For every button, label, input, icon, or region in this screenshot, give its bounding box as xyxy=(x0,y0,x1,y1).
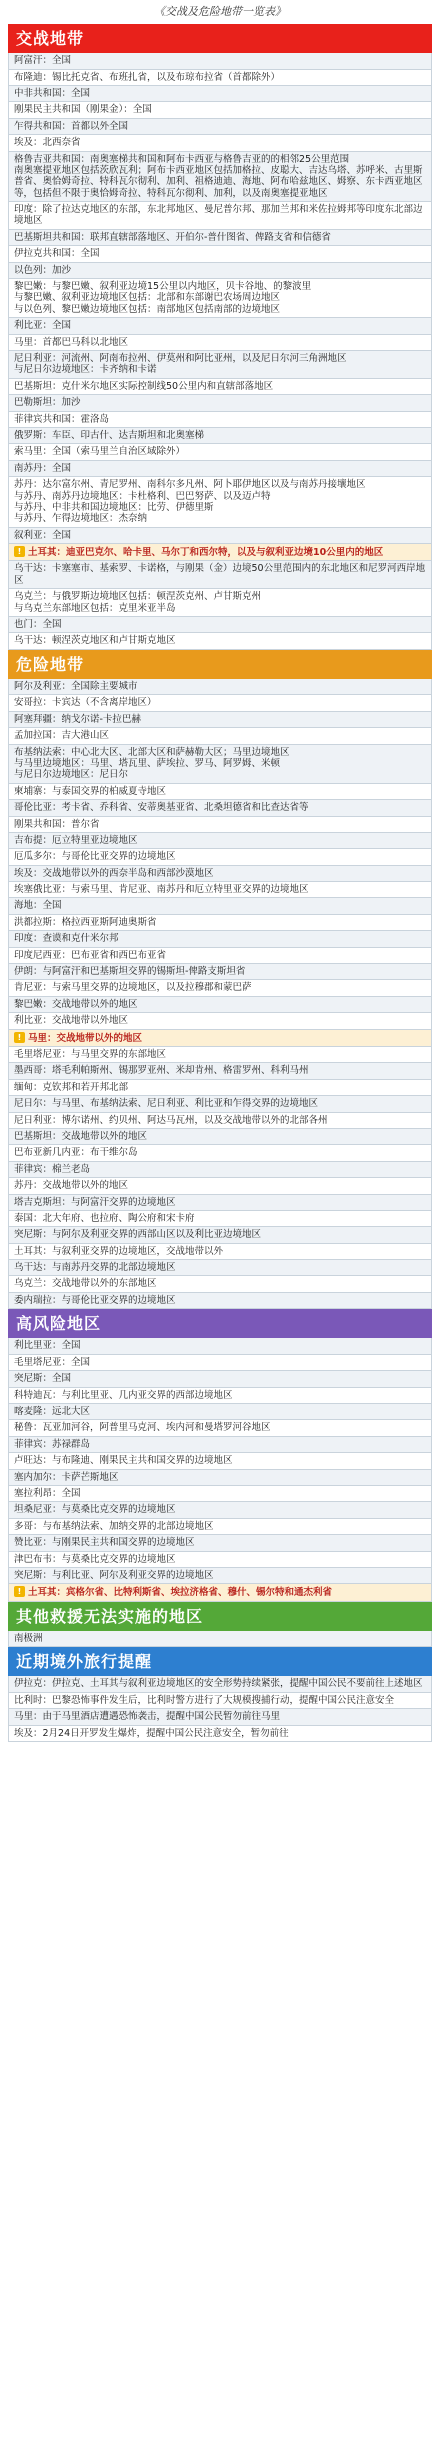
table-row xyxy=(9,412,431,428)
row-text: 多哥：与布基纳法索、加纳交界的北部边境地区 xyxy=(14,1520,214,1532)
table-row xyxy=(9,351,431,379)
row-text: 乌干达：顿涅茨克地区和卢甘斯克地区 xyxy=(14,635,176,647)
row-text: 柬埔寨：与泰国交界的柏威夏寺地区 xyxy=(14,785,167,797)
row-text: 塞内加尔：卡萨芒斯地区 xyxy=(14,1471,119,1483)
section-header-travel-alerts: 近期境外旅行提醒 xyxy=(8,1647,432,1676)
row-text: 苏丹：交战地带以外的地区 xyxy=(14,1180,129,1192)
row-text: 塞拉利昂：全国 xyxy=(14,1487,81,1499)
row-text: 埃塞俄比亚：与索马里、肯尼亚、南苏丹和厄立特里亚交界的边境地区 xyxy=(14,884,309,896)
row-text: 也门：全国 xyxy=(14,619,62,631)
rows-travel-alerts xyxy=(8,1676,432,1742)
row-text: 科特迪瓦：与利比里亚、几内亚交界的西部边境地区 xyxy=(14,1389,233,1401)
row-text: 印度尼西亚：巴布亚省和西巴布亚省 xyxy=(14,949,167,961)
row-text: 吉布提：厄立特里亚边境地区 xyxy=(14,834,138,846)
row-text: 卢旺达：与布隆迪、刚果民主共和国交界的边境地区 xyxy=(14,1455,233,1467)
row-text: 尼日利亚：河流州、阿南布拉州、伊莫州和阿比亚州，以及尼日尔河三角洲地区 与尼日尔边境地区：卡齐纳和卡诺 xyxy=(14,353,347,376)
row-text: 埃及：交战地带以外的西奈半岛和西部沙漠地区 xyxy=(14,867,214,879)
row-text: 尼日利亚：博尔诺州、约贝州、阿达马瓦州，以及交战地带以外的北部各州 xyxy=(14,1114,328,1126)
table-row xyxy=(9,997,431,1013)
row-text: 乌克兰：交战地带以外的东部地区 xyxy=(14,1278,157,1290)
row-text: 菲律宾共和国：霍洛岛 xyxy=(14,413,110,425)
table-row xyxy=(9,335,431,351)
table-row xyxy=(9,1244,431,1260)
row-text: 洪都拉斯：格拉西亚斯阿迪奥斯省 xyxy=(14,916,157,928)
table-row xyxy=(9,1227,431,1243)
table-row xyxy=(9,70,431,86)
row-text: 马里：交战地带以外的地区 xyxy=(28,1032,143,1044)
row-text: 黎巴嫩：与黎巴嫩、叙利亚边境15公里以内地区，贝卡谷地、的黎波里 与黎巴嫩、叙利亚边境地区包括：北部和东部谢巴农场周边地区 与以色列、黎巴嫩边境地区包括：南部地区包括南部的边境地区 xyxy=(14,281,312,315)
row-text: 埃及：2月24日开罗发生爆炸，提醒中国公民注意安全，暂勿前往 xyxy=(14,1727,289,1739)
rows-high-risk xyxy=(8,1338,432,1601)
row-text: 突尼斯：与利比亚、阿尔及利亚交界的边境地区 xyxy=(14,1569,214,1581)
table-row xyxy=(9,1211,431,1227)
table-row xyxy=(9,1709,431,1725)
row-text: 格鲁吉亚共和国：南奥塞梯共和国和阿布卡西亚与格鲁吉亚的的相邻25公里范围 南奥塞提亚地区包括茨欣瓦利；阿布卡西亚地区包括加格拉、皮聪大、吉达乌塔、苏呼米、古里斯普省、奥恰姆奇拉、特科瓦尔彻利、加利、祖格迪迪、海地、阿布哈兹地区、姆察、东卡西亚地区等，包括但不限于奥恰姆奇拉、特科瓦尔彻利、加利，以及南奥塞提亚地区 xyxy=(14,153,423,199)
table-row xyxy=(9,800,431,816)
row-text: 突尼斯：全国 xyxy=(14,1373,72,1385)
row-text: 中非共和国：全国 xyxy=(14,87,91,99)
table-row xyxy=(9,1178,431,1194)
section-danger-zones xyxy=(8,650,432,1309)
row-text: 南苏丹：全国 xyxy=(14,462,72,474)
row-text: 利比亚：交战地带以外地区 xyxy=(14,1015,129,1027)
row-text: 哥伦比亚：考卡省、乔科省、安蒂奥基亚省、北桑坦德省和比查达省等 xyxy=(14,802,309,814)
table-row xyxy=(9,1388,431,1404)
table-row xyxy=(9,461,431,477)
table-row xyxy=(9,1676,431,1692)
table-row xyxy=(9,633,431,649)
row-text: 巴勒斯坦：加沙 xyxy=(14,397,81,409)
table-row xyxy=(9,589,431,617)
row-text: 南极洲 xyxy=(14,1632,43,1644)
table-row xyxy=(9,964,431,980)
table-row xyxy=(9,1047,431,1063)
row-text: 毛里塔尼亚：与马里交界的东部地区 xyxy=(14,1048,167,1060)
table-row xyxy=(9,528,431,544)
row-text: 刚果民主共和国（刚果金）：全国 xyxy=(14,104,152,116)
table-row xyxy=(9,931,431,947)
table-row xyxy=(9,728,431,744)
table-row xyxy=(9,279,431,318)
section-high-risk xyxy=(8,1309,432,1601)
section-header-no-rescue: 其他救援无法实施的地区 xyxy=(8,1602,432,1631)
row-text: 委内瑞拉：与哥伦比亚交界的边境地区 xyxy=(14,1294,176,1306)
table-row xyxy=(9,1260,431,1276)
row-text: 安哥拉：卡宾达（不含离岸地区） xyxy=(14,697,157,709)
table-row xyxy=(9,53,431,69)
table-row xyxy=(9,428,431,444)
table-row xyxy=(9,230,431,246)
row-text: 印度：除了拉达克地区的东部，东北邦地区、曼尼普尔邦、那加兰邦和米佐拉姆邦等印度东北部边境地区 xyxy=(14,204,423,227)
table-row xyxy=(9,1470,431,1486)
row-text: 赞比亚：与刚果民主共和国交界的边境地区 xyxy=(14,1537,195,1549)
section-war-zones xyxy=(8,24,432,650)
row-text: 巴布亚新几内亚：布干维尔岛 xyxy=(14,1147,138,1159)
table-row xyxy=(9,1162,431,1178)
table-row xyxy=(9,444,431,460)
table-row xyxy=(9,263,431,279)
row-text: 伊拉克：伊拉克、土耳其与叙利亚边境地区的安全形势持续紧张，提醒中国公民不要前往上述地区 xyxy=(14,1678,423,1690)
table-row xyxy=(9,477,431,528)
row-text: 肯尼亚：与索马里交界的边境地区，以及拉穆郡和蒙巴萨 xyxy=(14,982,252,994)
table-row xyxy=(9,817,431,833)
row-text: 秘鲁：瓦亚加河谷，阿普里马克河、埃内河和曼塔罗河谷地区 xyxy=(14,1422,271,1434)
row-text: 利比里亚：全国 xyxy=(14,1340,81,1352)
table-row xyxy=(9,1535,431,1551)
highlighted-row xyxy=(9,544,431,561)
row-text: 布基纳法索：中心北大区、北部大区和萨赫勒大区；马里边境地区 与马里边境地区：马里、塔瓦里、萨埃拉、罗马、阿罗姆、米顿 与尼日尔边境地区：尼日尔 xyxy=(14,746,290,781)
table-row xyxy=(9,882,431,898)
table-row xyxy=(9,119,431,135)
section-header-high-risk: 高风险地区 xyxy=(8,1309,432,1338)
table-row xyxy=(9,1519,431,1535)
table-row xyxy=(9,86,431,102)
table-row xyxy=(9,1693,431,1709)
table-row xyxy=(9,1552,431,1568)
table-row xyxy=(9,1437,431,1453)
row-text: 伊朗：与阿富汗和巴基斯坦交界的锡斯坦-俾路支斯坦省 xyxy=(14,966,246,978)
table-row xyxy=(9,1453,431,1469)
warning-icon: ! xyxy=(14,546,25,557)
row-text: 刚果共和国：普尔省 xyxy=(14,818,100,830)
row-text: 乌克兰：与俄罗斯边境地区包括：顿涅茨克州、卢甘斯克州 与乌克兰东部地区包括：克里米亚半岛 xyxy=(14,591,262,614)
table-row xyxy=(9,1293,431,1309)
row-text: 比利时：巴黎恐怖事件发生后，比利时警方进行了大规模搜捕行动，提醒中国公民注意安全 xyxy=(14,1694,395,1706)
table-row xyxy=(9,1145,431,1161)
table-row xyxy=(9,1404,431,1420)
section-header-danger: 危险地带 xyxy=(8,650,432,679)
table-row xyxy=(9,679,431,695)
table-row xyxy=(9,617,431,633)
row-text: 喀麦隆：远北大区 xyxy=(14,1405,91,1417)
row-text: 塔吉克斯坦：与阿富汗交界的边境地区 xyxy=(14,1196,176,1208)
row-text: 布隆迪：锡比托克省、布班扎省，以及布琼布拉省（首都除外） xyxy=(14,71,281,83)
highlighted-row xyxy=(9,1584,431,1601)
table-row xyxy=(9,318,431,334)
table-row xyxy=(9,833,431,849)
row-text: 缅甸：克钦邦和若开邦北部 xyxy=(14,1081,129,1093)
row-text: 索马里：全国（索马里兰自治区域除外） xyxy=(14,446,186,458)
table-row xyxy=(9,1371,431,1387)
row-text: 土耳其：宾格尔省、比特利斯省、埃拉济格省、穆什、锡尔特和通杰利省 xyxy=(28,1587,333,1599)
table-row xyxy=(9,784,431,800)
row-text: 利比亚：全国 xyxy=(14,320,72,332)
section-travel-alerts xyxy=(8,1647,432,1742)
row-text: 印度：查谟和克什米尔邦 xyxy=(14,933,119,945)
table-row xyxy=(9,745,431,784)
table-row xyxy=(9,1113,431,1129)
row-text: 尼日尔：与马里、布基纳法索、尼日利亚、利比亚和乍得交界的边境地区 xyxy=(14,1098,319,1110)
rows-danger xyxy=(8,679,432,1309)
table-row xyxy=(9,898,431,914)
table-row xyxy=(9,1568,431,1584)
table-row xyxy=(9,1096,431,1112)
row-text: 伊拉克共和国：全国 xyxy=(14,248,100,260)
rows-war xyxy=(8,53,432,650)
row-text: 泰国：北大年府、也拉府、陶公府和宋卡府 xyxy=(14,1212,195,1224)
table-row xyxy=(9,712,431,728)
row-text: 俄罗斯：车臣、印古什、达吉斯坦和北奥塞梯 xyxy=(14,429,205,441)
table-row xyxy=(9,1129,431,1145)
section-no-rescue xyxy=(8,1602,432,1648)
row-text: 苏丹：达尔富尔州、青尼罗州、南科尔多凡州、阿卜耶伊地区以及与南苏丹接壤地区 与苏丹、南苏丹边境地区：卡杜格利、巴巴努萨、以及迈卢特 与苏丹、中非共和国边境地区：比劳、伊德里斯 与苏丹、乍得边境地区：杰奈纳 xyxy=(14,479,366,525)
section-header-war: 交战地带 xyxy=(8,24,432,53)
table-row xyxy=(9,1276,431,1292)
table-row xyxy=(9,379,431,395)
row-text: 菲律宾：苏禄群岛 xyxy=(14,1438,91,1450)
table-row xyxy=(9,1631,431,1647)
table-row xyxy=(9,1338,431,1354)
row-text: 土耳其：迪亚巴克尔、哈卡里、马尔丁和西尔特，以及与叙利亚边境10公里内的地区 xyxy=(28,547,384,559)
row-text: 阿富汗：全国 xyxy=(14,55,72,67)
table-row xyxy=(9,866,431,882)
row-text: 孟加拉国：吉大港山区 xyxy=(14,730,110,742)
row-text: 菲律宾：棉兰老岛 xyxy=(14,1163,91,1175)
table-row xyxy=(9,135,431,151)
table-row xyxy=(9,1063,431,1079)
table-row xyxy=(9,695,431,711)
table-row xyxy=(9,849,431,865)
row-text: 毛里塔尼亚：全国 xyxy=(14,1356,91,1368)
row-text: 巴基斯坦共和国：联邦直辖部落地区、开伯尔-普什图省、俾路支省和信德省 xyxy=(14,231,331,243)
table-row xyxy=(9,1195,431,1211)
rows-no-rescue xyxy=(8,1631,432,1647)
row-text: 坦桑尼亚：与莫桑比克交界的边境地区 xyxy=(14,1504,176,1516)
row-text: 海地：全国 xyxy=(14,900,62,912)
row-text: 巴基斯坦：交战地带以外的地区 xyxy=(14,1130,148,1142)
row-text: 墨西哥：塔毛利帕斯州、锡那罗亚州、米却肯州、格雷罗州、科利马州 xyxy=(14,1065,309,1077)
row-text: 土耳其：与叙利亚交界的边境地区，交战地带以外 xyxy=(14,1245,224,1257)
table-row xyxy=(9,102,431,118)
row-text: 以色列：加沙 xyxy=(14,264,72,276)
table-row xyxy=(9,202,431,230)
row-text: 马里：由于马里酒店遭遇恐怖袭击，提醒中国公民暂勿前往马里 xyxy=(14,1711,281,1723)
table-row xyxy=(9,915,431,931)
table-row xyxy=(9,246,431,262)
row-text: 乌干达：与南苏丹交界的北部边境地区 xyxy=(14,1262,176,1274)
table-row xyxy=(9,948,431,964)
row-text: 巴基斯坦：克什米尔地区实际控制线50公里内和直辖部落地区 xyxy=(14,380,274,392)
table-row xyxy=(9,152,431,203)
row-text: 乌干达：卡塞塞市、基索罗、卡诺格，与刚果（金）边境50公里范围内的东北地区和尼罗河西岸地区 xyxy=(14,563,426,586)
row-text: 黎巴嫩：交战地带以外的地区 xyxy=(14,998,138,1010)
table-row xyxy=(9,395,431,411)
row-text: 突尼斯：与阿尔及利亚交界的西部山区以及利比亚边境地区 xyxy=(14,1229,262,1241)
table-row xyxy=(9,1420,431,1436)
warning-icon: ! xyxy=(14,1032,25,1043)
row-text: 阿塞拜疆：纳戈尔诺-卡拉巴赫 xyxy=(14,713,141,725)
document-title: 《交战及危险地带一览表》 xyxy=(154,5,286,18)
table-row xyxy=(9,1486,431,1502)
table-row xyxy=(9,1502,431,1518)
row-text: 埃及：北西奈省 xyxy=(14,137,81,149)
table-row xyxy=(9,1080,431,1096)
row-text: 津巴布韦：与莫桑比克交界的边境地区 xyxy=(14,1553,176,1565)
row-text: 叙利亚：全国 xyxy=(14,529,72,541)
highlighted-row xyxy=(9,1030,431,1047)
table-row xyxy=(9,561,431,589)
table-row xyxy=(9,1013,431,1029)
row-text: 厄瓜多尔：与哥伦比亚交界的边境地区 xyxy=(14,851,176,863)
table-row xyxy=(9,1726,431,1742)
table-row xyxy=(9,980,431,996)
row-text: 阿尔及利亚：全国除主要城市 xyxy=(14,681,138,692)
warning-icon: ! xyxy=(14,1586,25,1597)
row-text: 乍得共和国：首都以外全国 xyxy=(14,120,129,132)
table-row xyxy=(9,1355,431,1371)
row-text: 马里：首都巴马科以北地区 xyxy=(14,336,129,348)
